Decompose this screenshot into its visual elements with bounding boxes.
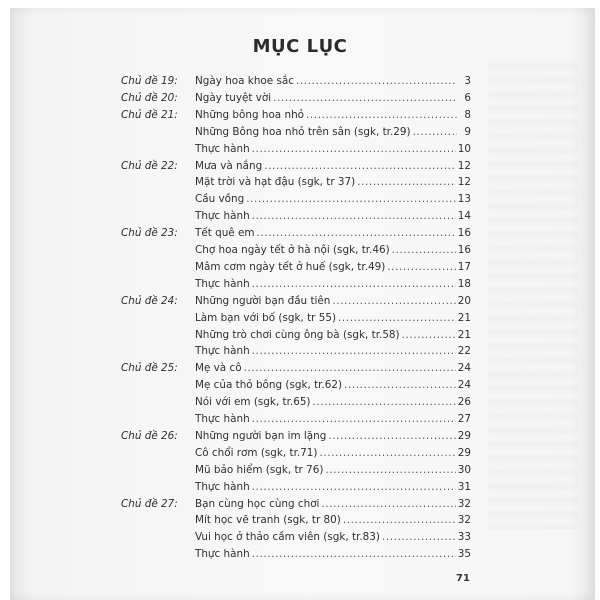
- toc-page-number: 17: [457, 260, 471, 273]
- toc-page-number: 6: [464, 91, 471, 104]
- toc-page-number: 24: [457, 379, 471, 392]
- toc-lesson-title: Nói với em (sgk, tr.65): [195, 396, 311, 409]
- toc-lesson-title: Làm bạn với bố (sgk, tr 55): [195, 311, 336, 324]
- toc-topic-label: Chủ đề 25:: [121, 362, 178, 375]
- toc-entry: [195, 447, 471, 459]
- toc-dot-leader: [392, 244, 456, 256]
- toc-page-number: 29: [457, 446, 471, 459]
- toc-entry: [195, 176, 471, 188]
- toc-page-number: 27: [457, 413, 471, 425]
- toc-lesson-title: Những trò chơi cùng ông bà (sgk, tr.58): [195, 328, 400, 341]
- toc-dot-leader: [413, 126, 457, 138]
- toc-dot-leader: [328, 430, 455, 442]
- toc-page-number: 35: [457, 548, 471, 561]
- toc-entry: [195, 210, 471, 222]
- toc-lesson-title: Những người bạn đầu tiên: [195, 294, 331, 307]
- toc-page-number: 8: [464, 108, 471, 121]
- toc-entry: [195, 514, 471, 526]
- toc-lesson-title: Cô chổi rơm (sgk, tr.71): [195, 446, 318, 459]
- toc-entry: [195, 413, 471, 425]
- toc-topic-label: Chủ đề 27:: [121, 497, 178, 510]
- toc-row: [0, 498, 600, 515]
- toc-page-number: 26: [457, 396, 471, 409]
- toc-entry: [195, 396, 471, 408]
- toc-page-number: 33: [457, 531, 471, 544]
- toc-page-number: 30: [457, 463, 471, 476]
- toc-topic-label: Chủ đề 23:: [121, 227, 178, 240]
- toc-dot-leader: [264, 160, 456, 172]
- page-number: 71: [456, 573, 470, 584]
- toc-row: [0, 514, 600, 531]
- toc-row: [0, 244, 600, 261]
- toc-row: [0, 143, 600, 160]
- toc-page-number: 16: [457, 244, 471, 256]
- toc-row: [0, 329, 600, 346]
- toc-page-number: 22: [457, 345, 471, 358]
- toc-lesson-title: Thực hành: [195, 480, 250, 493]
- toc-page-number: 32: [457, 497, 471, 510]
- toc-entry: [195, 109, 471, 121]
- toc-lesson-title: Thực hành: [195, 142, 250, 155]
- toc-lesson-title: Thực hành: [195, 210, 250, 223]
- toc-dot-leader: [246, 193, 456, 205]
- toc-row: [0, 295, 600, 312]
- toc-lesson-title: Vui học ở thảo cầm viên (sgk, tr.83): [195, 531, 380, 544]
- toc-row: [0, 481, 600, 498]
- toc-lesson-title: Thực hành: [195, 413, 250, 425]
- toc-dot-leader: [252, 548, 456, 560]
- toc-lesson-title: Mưa và nắng: [195, 159, 263, 172]
- toc-entry: [195, 160, 471, 172]
- toc-row: [0, 227, 600, 244]
- toc-entry: [195, 261, 471, 273]
- toc-row: [0, 278, 600, 295]
- toc-lesson-title: Những Bông hoa nhỏ trên sân (sgk, tr.29): [195, 125, 411, 138]
- toc-dot-leader: [273, 92, 457, 104]
- toc-row: [0, 396, 600, 413]
- toc-topic-label: Chủ đề 19:: [121, 75, 178, 87]
- toc-dot-leader: [244, 362, 456, 374]
- toc-lesson-title: Những người bạn im lặng: [195, 429, 327, 442]
- toc-topic-label: Chủ đề 22:: [121, 159, 178, 172]
- toc-row: [0, 464, 600, 481]
- toc-entry: [195, 126, 471, 138]
- toc-dot-leader: [332, 295, 455, 307]
- toc-lesson-title: Mít học vẽ tranh (sgk, tr 80): [195, 514, 341, 527]
- toc-lesson-title: Ngày tuyệt vời: [195, 91, 272, 104]
- toc-entry: [195, 498, 471, 510]
- toc-dot-leader: [252, 278, 456, 290]
- toc-entry: [195, 312, 471, 324]
- toc-dot-leader: [325, 464, 455, 476]
- toc-row: [0, 362, 600, 379]
- toc-topic-label: Chủ đề 24:: [121, 294, 178, 307]
- toc-lesson-title: Chợ hoa ngày tết ở hà nội (sgk, tr.46): [195, 244, 390, 256]
- toc-dot-leader: [257, 227, 456, 239]
- toc-row: [0, 413, 600, 430]
- toc-entry: [195, 430, 471, 442]
- toc-row: [0, 379, 600, 396]
- toc-lesson-title: Thực hành: [195, 548, 250, 561]
- toc-lesson-title: Tết quê em: [195, 227, 255, 240]
- toc-lesson-title: Mặt trời và hạt đậu (sgk, tr 37): [195, 176, 356, 189]
- toc-row: [0, 312, 600, 329]
- toc-dot-leader: [402, 329, 456, 341]
- toc-dot-leader: [343, 514, 456, 526]
- toc-topic-label: Chủ đề 20:: [121, 91, 178, 104]
- toc-page-number: 12: [457, 159, 471, 172]
- toc-entry: [195, 548, 471, 560]
- toc-dot-leader: [252, 210, 456, 222]
- toc-page-number: 31: [457, 480, 471, 493]
- toc-row: [0, 193, 600, 210]
- toc-lesson-title: Mũ bảo hiểm (sgk, tr 76): [195, 463, 324, 476]
- toc-lesson-title: Thực hành: [195, 345, 250, 358]
- toc-dot-leader: [387, 261, 455, 273]
- toc-lesson-title: Thực hành: [195, 277, 250, 290]
- toc-dot-leader: [296, 75, 457, 87]
- toc-page-number: 9: [464, 125, 471, 138]
- toc-dot-leader: [252, 481, 456, 493]
- toc-page-number: 21: [457, 328, 471, 341]
- toc-page-number: 10: [457, 142, 471, 155]
- toc-entry: [195, 92, 471, 104]
- toc-page-number: 13: [457, 193, 471, 206]
- toc-dot-leader: [344, 379, 456, 391]
- toc-dot-leader: [319, 447, 455, 459]
- toc-page-number: 24: [457, 362, 471, 375]
- toc-dot-leader: [252, 345, 456, 357]
- toc-row: [0, 345, 600, 362]
- toc-dot-leader: [321, 498, 455, 510]
- toc-entry: [195, 244, 471, 256]
- toc-lesson-title: Mâm cơm ngày tết ở huế (sgk, tr.49): [195, 260, 386, 273]
- toc-row: [0, 75, 600, 92]
- toc-entry: [195, 362, 471, 374]
- toc-lesson-title: Ngày hoa khoe sắc: [195, 75, 294, 87]
- toc-page-number: 32: [457, 514, 471, 527]
- toc-dot-leader: [252, 413, 456, 425]
- toc-lesson-title: Bạn cùng học cùng chơi: [195, 497, 320, 510]
- toc-lesson-title: Cầu vồng: [195, 193, 245, 206]
- toc-topic-label: Chủ đề 26:: [121, 429, 178, 442]
- toc-row: [0, 447, 600, 464]
- toc-page-number: 16: [457, 227, 471, 240]
- toc-lesson-title: Mẹ và cô: [195, 362, 242, 375]
- toc-row: [0, 92, 600, 109]
- toc-page-number: 21: [457, 311, 471, 324]
- toc-dot-leader: [382, 531, 456, 543]
- toc-entry: [195, 227, 471, 239]
- toc-entry: [195, 481, 471, 493]
- toc-entry: [195, 345, 471, 357]
- toc-row: [0, 210, 600, 227]
- toc-row: [0, 430, 600, 447]
- toc-row: [0, 160, 600, 177]
- toc-entry: [195, 143, 471, 155]
- toc-page-number: 18: [457, 277, 471, 290]
- toc-dot-leader: [357, 176, 456, 188]
- toc-entry: [195, 295, 471, 307]
- toc-entry: [195, 75, 471, 87]
- toc-entry: [195, 329, 471, 341]
- toc-lesson-title: Những bông hoa nhỏ: [195, 108, 305, 121]
- toc-page-number: 12: [457, 176, 471, 189]
- toc-page-number: 29: [457, 429, 471, 442]
- toc-entry: [195, 278, 471, 290]
- toc-dot-leader: [338, 312, 456, 324]
- toc-dot-leader: [252, 143, 456, 155]
- toc-row: [0, 548, 600, 565]
- toc-entry: [195, 464, 471, 476]
- toc-topic-label: Chủ đề 21:: [121, 108, 178, 121]
- toc-row: [0, 176, 600, 193]
- page-title: MỤC LỤC: [252, 36, 348, 57]
- toc-lesson-title: Mẹ của thỏ bông (sgk, tr.62): [195, 379, 343, 392]
- toc-page-number: 20: [457, 294, 471, 307]
- toc-row: [0, 531, 600, 548]
- toc-row: [0, 109, 600, 126]
- toc-page-number: 14: [457, 210, 471, 223]
- toc-row: [0, 261, 600, 278]
- toc-entry: [195, 531, 471, 543]
- toc-entry: [195, 193, 471, 205]
- toc-row: [0, 126, 600, 143]
- toc-entry: [195, 379, 471, 391]
- toc-page-number: 3: [464, 75, 471, 87]
- toc-dot-leader: [306, 109, 457, 121]
- toc-dot-leader: [313, 396, 456, 408]
